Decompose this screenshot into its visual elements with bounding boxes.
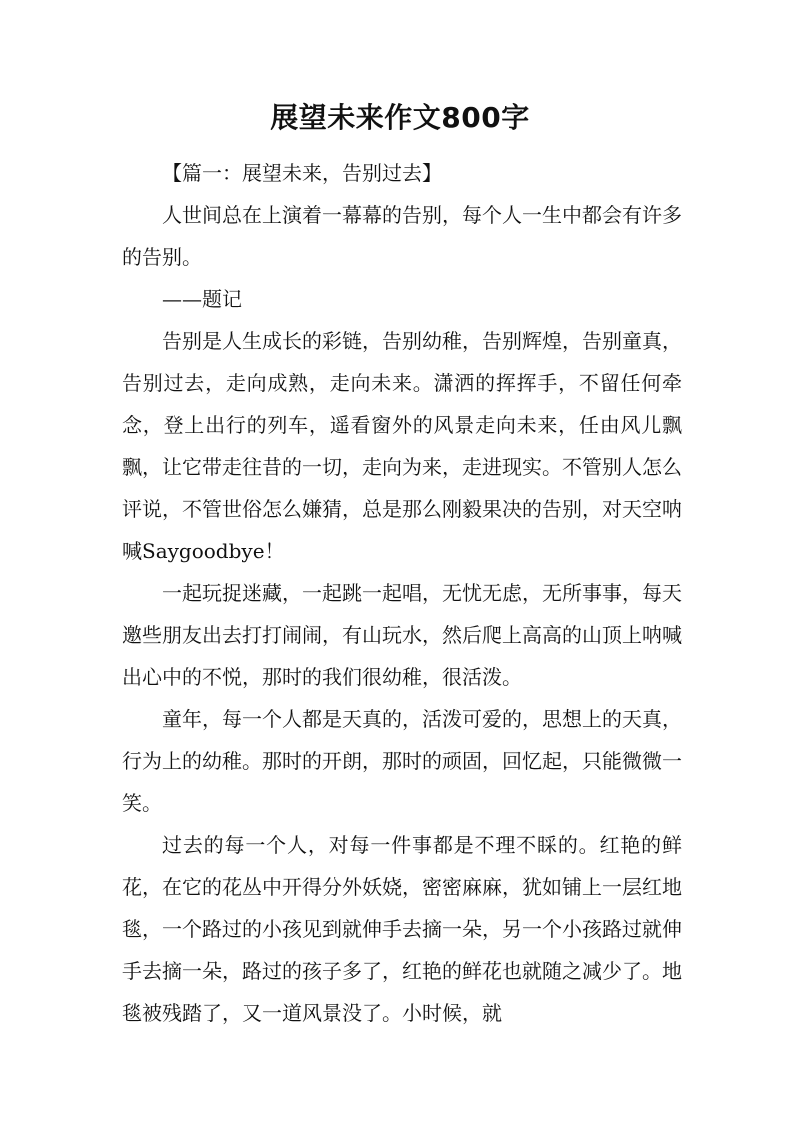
epigraph-note: ——题记 [162, 287, 242, 311]
section-heading: 【篇一：展望未来，告别过去】 [162, 161, 442, 185]
document-body [122, 152, 682, 1034]
paragraph: 告别是人生成长的彩链，告别幼稚，告别辉煌，告别童真，告别过去，走向成熟，走向未来。潇洒的挥挥手，不留任何牵念，登上出行的列车，遥看窗外的风景走向未来，任由风儿飘飘，让它带走往昔的一切，走向为来，走进现实。不管别人怎么评说，不管世俗怎么嫌猜，总是那么刚毅果决的告别，对天空呐喊Saygoodbye！ [122, 329, 682, 563]
document-title: 展望未来作文800字 [270, 101, 530, 134]
paragraph: 一起玩捉迷藏，一起跳一起唱，无忧无虑，无所事事，每天邀些朋友出去打打闹闹，有山玩水，然后爬上高高的山顶上呐喊出心中的不悦，那时的我们很幼稚，很活泼。 [122, 581, 682, 689]
paragraph: 人世间总在上演着一幕幕的告别，每个人一生中都会有许多的告别。 [122, 203, 682, 269]
paragraph: 过去的每一个人，对每一件事都是不理不睬的。红艳的鲜花，在它的花丛中开得分外妖娆，密密麻麻，犹如铺上一层红地毯，一个路过的小孩见到就伸手去摘一朵，另一个小孩路过就伸手去摘一朵，路过的孩子多了，红艳的鲜花也就随之减少了。地毯被残踏了，又一道风景没了。小时候，就 [122, 833, 682, 1025]
paragraph: 童年，每一个人都是天真的，活泼可爱的，思想上的天真，行为上的幼稚。那时的开朗，那时的顽固，回忆起，只能微微一笑。 [122, 707, 682, 815]
